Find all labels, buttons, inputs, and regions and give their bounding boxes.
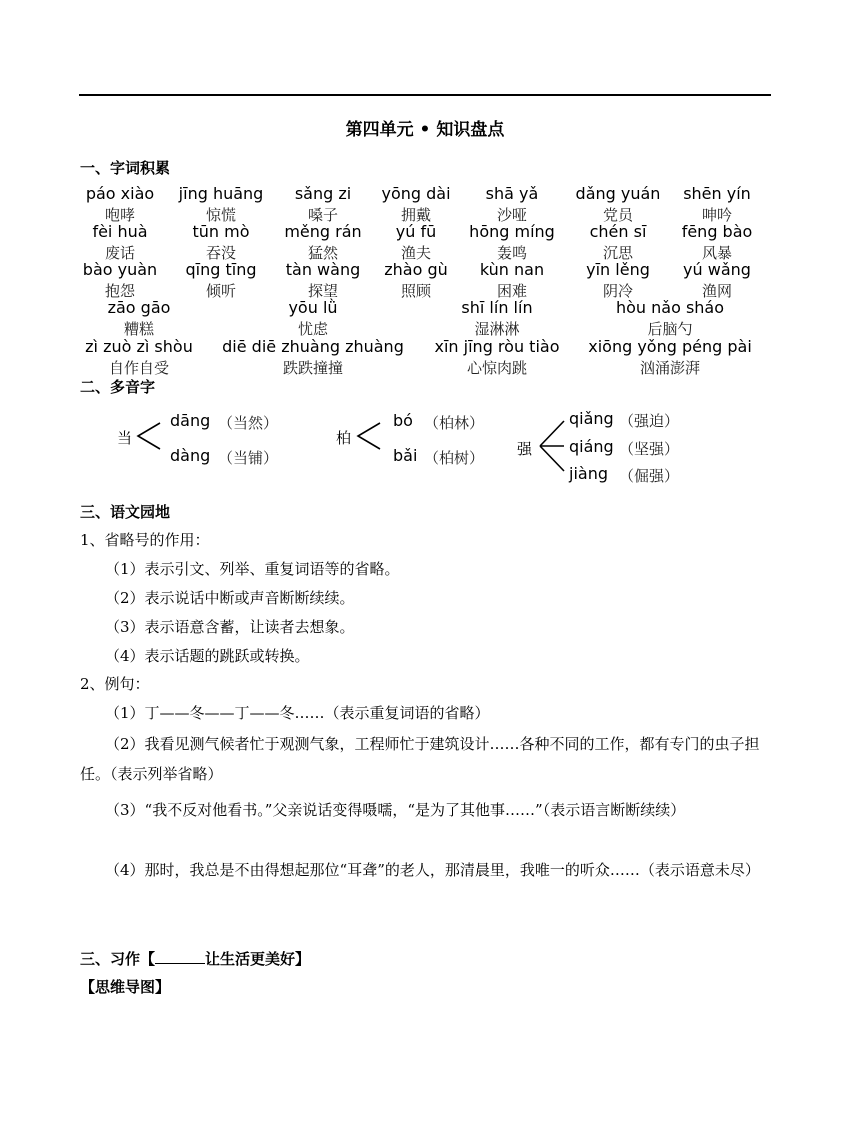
vocab-word: 探望 — [307, 282, 339, 300]
polyphone-pinyin: dàng — [170, 446, 211, 465]
vocab-word: 沙哑 — [496, 206, 528, 224]
vocab-word: 湿淋淋 — [474, 320, 520, 338]
vocab-pinyin: zāo gāo — [107, 298, 171, 317]
example-sentence: （4）那时，我总是不由得想起那位“耳聋”的老人，那清晨里，我唯一的听众……（表示语意未尽） — [105, 861, 760, 879]
polyphone-pinyin: qiǎng — [569, 409, 614, 428]
usage-item: （3）表示语意含蓄，让读者去想象。 — [105, 618, 355, 636]
vocab-pinyin: yú wǎng — [683, 260, 751, 279]
vocab-word: 倾听 — [205, 282, 237, 300]
section-writing-heading — [80, 948, 310, 969]
section-vocab-heading: 一、字词积累 — [80, 159, 171, 177]
page-title: 第四单元 • 知识盘点 — [345, 120, 505, 140]
vocab-word: 照顾 — [400, 282, 432, 300]
vocab-pinyin: zì zuò zì shòu — [85, 337, 193, 356]
polyphone-example: （坚强） — [619, 440, 680, 458]
vocab-word: 拥戴 — [400, 206, 432, 224]
writing-heading-suffix: 让生活更美好】 — [205, 950, 311, 968]
bracket-icon — [136, 420, 164, 452]
polyphone-example: （柏树） — [424, 449, 485, 467]
vocab-word: 沉思 — [602, 244, 634, 262]
vocab-pinyin: shā yǎ — [485, 184, 539, 203]
vocab-pinyin: yōng dài — [381, 184, 451, 203]
vocab-word: 轰鸣 — [496, 244, 528, 262]
vocab-pinyin: xiōng yǒng péng pài — [588, 337, 752, 356]
vocab-pinyin: páo xiào — [85, 184, 155, 203]
vocab-pinyin: tàn wàng — [285, 260, 361, 279]
vocab-word: 渔网 — [701, 282, 733, 300]
polyphone-example: （当铺） — [218, 449, 279, 467]
vocab-word: 忧虑 — [297, 320, 329, 338]
polyphone-pinyin: qiáng — [569, 437, 614, 456]
vocab-pinyin: chén sī — [589, 222, 647, 241]
polyphone-char: 强 — [517, 440, 533, 458]
usage-item: （4）表示话题的跳跃或转换。 — [105, 647, 310, 665]
example-sentence: （2）我看见测气候者忙于观测气象，工程师忙于建筑设计……各种不同的工作，都有专门的虫子担任。（表示列举省略） — [80, 735, 760, 783]
section-polyphones-heading: 二、多音字 — [80, 378, 156, 396]
vocab-pinyin: bào yuàn — [82, 260, 158, 279]
vocab-word: 废话 — [104, 244, 136, 262]
vocab-word: 风暴 — [701, 244, 733, 262]
polyphone-char: 柏 — [336, 429, 352, 447]
bracket-icon — [356, 420, 384, 452]
vocab-word: 抱怨 — [104, 282, 136, 300]
vocab-pinyin: hòu nǎo sháo — [615, 298, 725, 317]
vocab-word: 自作自受 — [108, 359, 170, 377]
writing-heading-prefix: 三、习作【 — [80, 950, 156, 968]
vocab-word: 咆哮 — [104, 206, 136, 224]
vocab-pinyin: shēn yín — [683, 184, 751, 203]
polyphone-pinyin: bó — [393, 411, 413, 430]
usage-item: （2）表示说话中断或声音断断续续。 — [105, 589, 355, 607]
polyphone-example: （当然） — [218, 414, 279, 432]
vocab-pinyin: yōu lǜ — [288, 298, 338, 317]
vocab-word: 呻吟 — [701, 206, 733, 224]
vocab-pinyin: dǎng yuán — [575, 184, 661, 203]
polyphone-example: （强迫） — [619, 412, 680, 430]
vocab-word: 跌跌撞撞 — [282, 359, 344, 377]
vocab-word: 嗓子 — [307, 206, 339, 224]
section-garden-heading: 三、语文园地 — [80, 503, 171, 521]
vocab-pinyin: xīn jīng ròu tiào — [434, 337, 560, 356]
polyphone-pinyin: bǎi — [393, 446, 418, 465]
vocab-pinyin: sǎng zi — [294, 184, 352, 203]
polyphone-char: 当 — [117, 429, 133, 447]
vocab-pinyin: fèi huà — [92, 222, 148, 241]
vocab-pinyin: fēng bào — [681, 222, 753, 241]
example-heading: 2、例句： — [80, 675, 150, 693]
vocab-pinyin: kùn nan — [479, 260, 545, 279]
ellipsis-usage-heading: 1、省略号的作用： — [80, 531, 210, 549]
vocab-word: 惊慌 — [205, 206, 237, 224]
polyphone-example: （倔强） — [619, 467, 680, 485]
vocab-pinyin: jīng huāng — [178, 184, 264, 203]
vocab-pinyin: hōng míng — [469, 222, 555, 241]
vocab-pinyin: yú fū — [395, 222, 437, 241]
polyphone-example: （柏林） — [424, 414, 485, 432]
vocab-word: 后脑勺 — [647, 320, 693, 338]
vocab-pinyin: shī lín lín — [461, 298, 533, 317]
vocab-pinyin: qīng tīng — [185, 260, 257, 279]
vocab-word: 糟糕 — [123, 320, 155, 338]
mindmap-heading: 【思维导图】 — [80, 978, 171, 996]
polyphone-pinyin: dāng — [170, 411, 211, 430]
polyphone-pinyin: jiàng — [569, 464, 608, 483]
vocab-word: 吞没 — [205, 244, 237, 262]
vocab-pinyin: měng rán — [284, 222, 362, 241]
vocab-pinyin: zhào gù — [384, 260, 448, 279]
vocab-pinyin: tūn mò — [192, 222, 250, 241]
example-sentence: （3）“我不反对他看书。”父亲说话变得嗫嚅，“是为了其他事……”（表示语言断断续续） — [105, 801, 686, 819]
vocab-word: 党员 — [602, 206, 634, 224]
vocab-word: 困难 — [496, 282, 528, 300]
vocab-pinyin: diē diē zhuàng zhuàng — [222, 337, 404, 356]
bracket-icon — [538, 418, 568, 474]
vocab-word: 阴冷 — [602, 282, 634, 300]
header-rule — [79, 94, 771, 96]
vocab-word: 渔夫 — [400, 244, 432, 262]
vocab-pinyin: yīn lěng — [586, 260, 650, 279]
vocab-word: 猛然 — [307, 244, 339, 262]
usage-item: （1）表示引文、列举、重复词语等的省略。 — [105, 560, 400, 578]
example-sentence: （1）丁——冬——丁——冬……（表示重复词语的省略） — [105, 704, 490, 722]
writing-blank — [155, 950, 205, 964]
vocab-word: 心惊肉跳 — [466, 359, 528, 377]
vocab-word: 汹涌澎湃 — [639, 359, 701, 377]
